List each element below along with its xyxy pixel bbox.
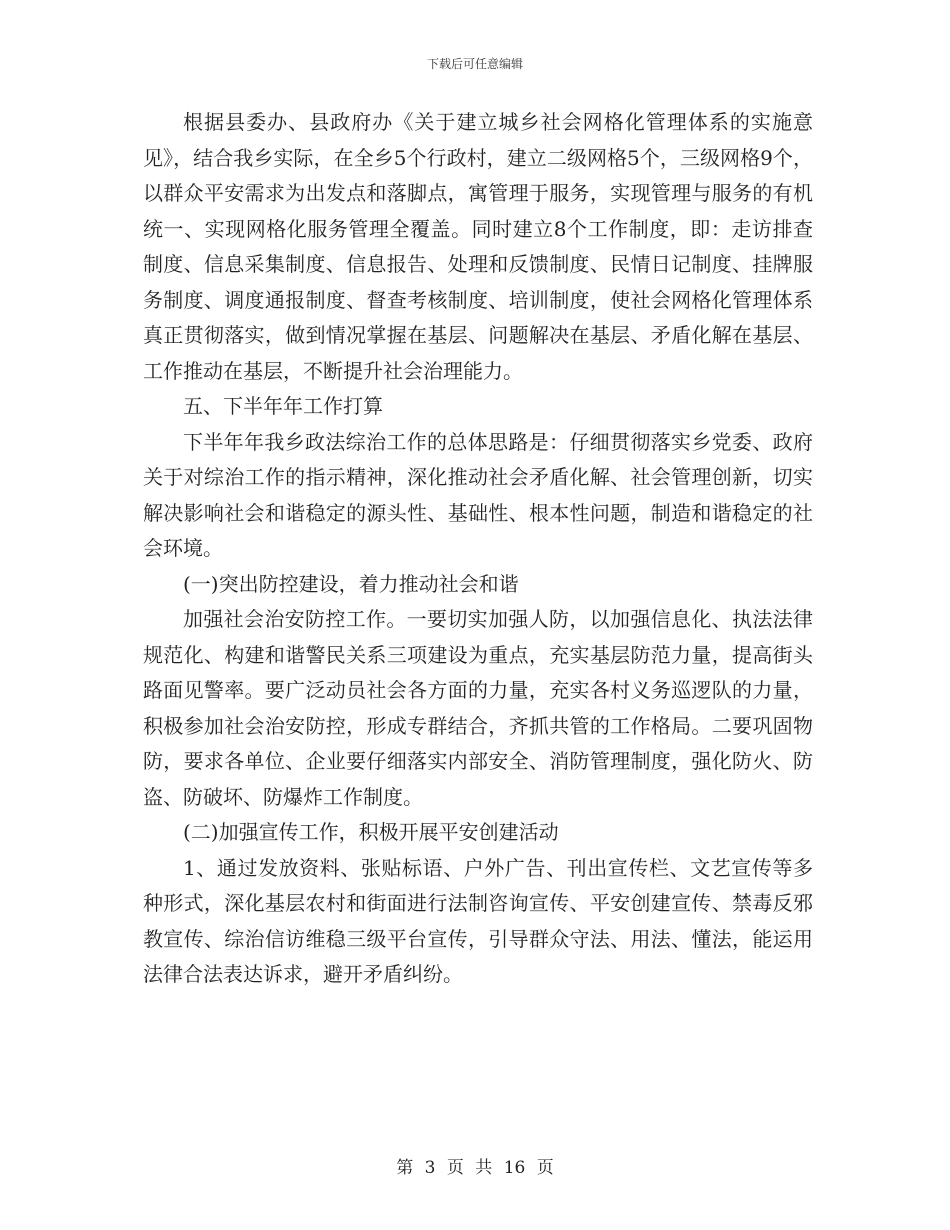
- page-footer: 第 3 页 共 16 页: [396, 1158, 554, 1178]
- paragraph-grid-management: 根据县委办、县政府办《关于建立城乡社会网格化管理体系的实施意见》，结合我乡实际，在全乡5个行政村，建立二级网格5个，三级网格9个，以群众平安需求为出发点和落脚点，寓管理于服务，实现管理与服务的有机统一、实现网格化服务管理全覆盖。同时建立8个工作制度，即：走访排查制度、信息采集制度、信息报告、处理和反馈制度、民情日记制度、挂牌服务制度、调度通报制度、督查考核制度、培训制度，使社会网格化管理体系真正贯彻落实，做到情况掌握在基层、问题解决在基层、矛盾化解在基层、工作推动在基层，不断提升社会治理能力。: [143, 110, 813, 383]
- paragraph-publicity-forms: 1、通过发放资料、张贴标语、户外广告、刊出宣传栏、文艺宣传等多种形式，深化基层农村和街面进行法制咨询宣传、平安创建宣传、禁毒反邪教宣传、综治信访维稳三级平台宣传，引导群众守法、用法、懂法，能运用法律合法表达诉求，避开矛盾纠纷。: [143, 855, 813, 986]
- paragraph-overall-approach: 下半年年我乡政法综治工作的总体思路是：仔细贯彻落实乡党委、政府关于对综治工作的指示精神，深化推动社会矛盾化解、社会管理创新，切实解决影响社会和谐稳定的源头性、基础性、根本性问题，制造和谐稳定的社会环境。: [143, 429, 813, 560]
- subheading-prevention: (一)突出防控建设，着力推动社会和谐: [183, 571, 519, 596]
- document-body: [143, 105, 813, 993]
- section-heading-plan: 五、下半年年工作打算: [183, 394, 383, 418]
- page-header: 下载后可任意编辑: [426, 57, 523, 71]
- subheading-publicity: (二)加强宣传工作，积极开展平安创建活动: [183, 820, 559, 844]
- paragraph-security-control: 加强社会治安防控工作。一要切实加强人防，以加强信息化、执法法律规范化、构建和谐警民关系三项建设为重点，充实基层防范力量，提高街头路面见警率。要广泛动员社会各方面的力量，充实各村义务巡逻队的力量，积极参加社会治安防控，形成专群结合，齐抓共管的工作格局。二要巩固物防，要求各单位、企业要仔细落实内部安全、消防管理制度，强化防火、防盗、防破坏、防爆炸工作制度。: [143, 607, 813, 809]
